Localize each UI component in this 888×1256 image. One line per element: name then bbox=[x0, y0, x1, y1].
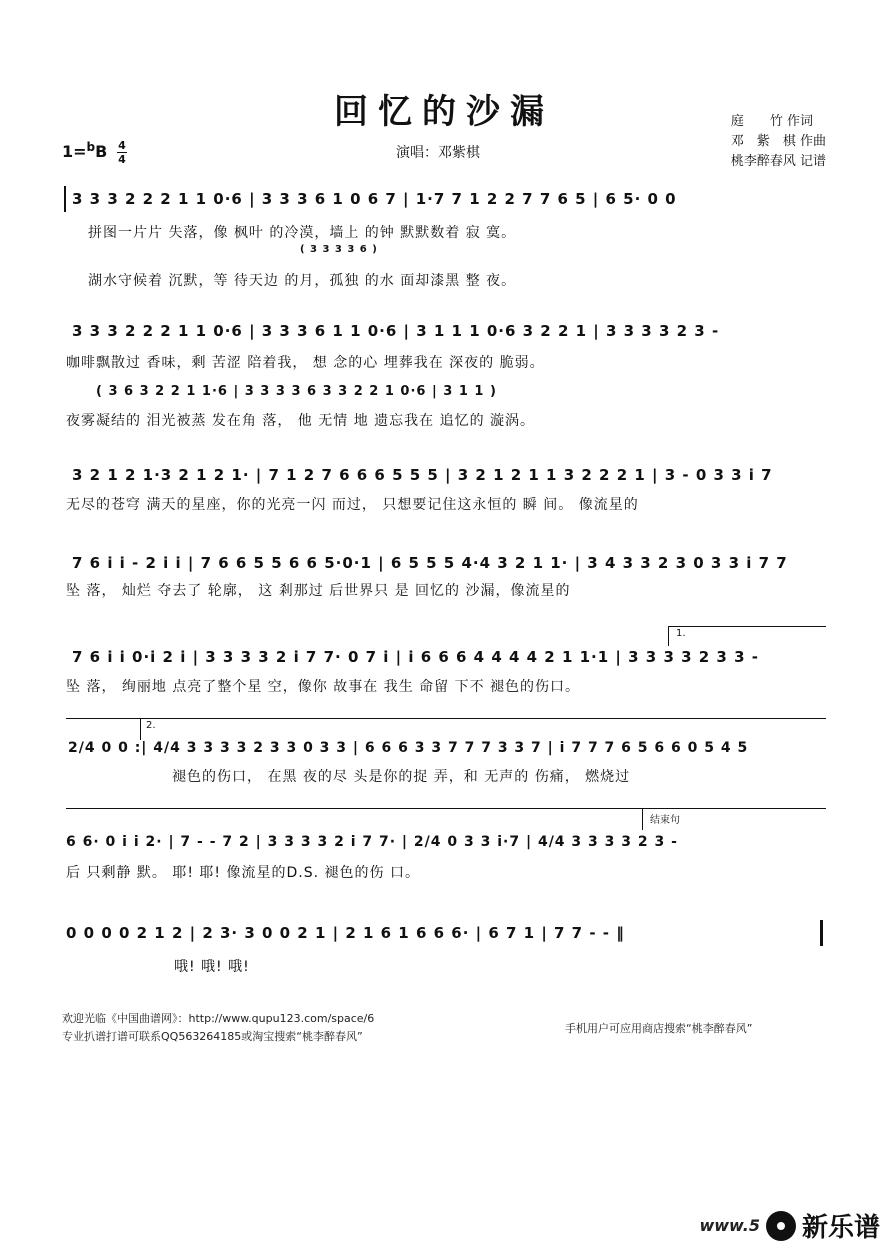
song-title: 回忆的沙漏 bbox=[334, 92, 554, 132]
row8-notes: 0 0 0 0 2 1 2 | 2 3· 3 0 0 2 1 | 2 1 6 1 6 6 6· | 6 7 1 | 7 7 - - ‖ bbox=[66, 924, 625, 942]
coda-label: 结束句 bbox=[650, 815, 680, 826]
row5-notes: 7 6 i i 0·i 2 i | 3 3 3 3 2 i 7 7· 0 7 i | i 6 6 6 4 4 4 4 2 1 1·1 | 3 3 3 3 2 3 3 - bbox=[72, 648, 759, 666]
row5-lyric: 坠 落， 绚丽地 点亮了整个星 空，像你 故事在 我生 命留 下不 褪色的伤口。 bbox=[66, 679, 581, 695]
site-logo bbox=[699, 1207, 880, 1244]
coda-line bbox=[66, 808, 826, 809]
row1-lyric2: 湖水守候着 沉默，等 待天边 的月，孤独 的水 面却漆黑 整 夜。 bbox=[88, 273, 517, 289]
credit-lyrics: 庭 竹 作词 bbox=[730, 114, 813, 129]
row1-notes: 3 3 3 2 2 2 1 1 0·6 | 3 3 3 6 1 0 6 7 | 1·7 7 1 2 2 7 7 6 5 | 6 5· 0 0 bbox=[72, 190, 677, 208]
repeat-start-barline bbox=[64, 186, 66, 212]
row3-notes: 3 2 1 2 1·3 2 1 2 1· | 7 1 2 7 6 6 6 5 5 5 | 3 2 1 2 1 1 3 2 2 2 1 | 3 - 0 3 3 i 7 bbox=[72, 466, 773, 484]
footer-right: 手机用户可应用商店搜索“桃李醉春风” bbox=[565, 1022, 753, 1035]
row2-alt-notes: ( 3 6 3 2 2 1 1·6 | 3 3 3 3 6 3 3 2 2 1 0·6 | 3 1 1 ) bbox=[96, 384, 497, 399]
flat-symbol: b bbox=[86, 140, 96, 154]
volta2-hook bbox=[140, 718, 141, 740]
coda-hook bbox=[642, 808, 643, 830]
volta1-label: 1. bbox=[676, 628, 686, 639]
credits-block bbox=[731, 112, 826, 172]
row1-lyric: 拼图一片片 失落，像 枫叶 的冷漠，墙上 的钟 默默数着 寂 寞。 bbox=[88, 225, 517, 241]
volta1-hook bbox=[668, 626, 669, 646]
row4-lyric: 坠 落， 灿烂 夺去了 轮廓， 这 剎那过 后世界只 是 回忆的 沙漏，像流星的 bbox=[66, 583, 571, 599]
logo-text: 新乐谱 bbox=[801, 1213, 880, 1243]
key-note: B bbox=[95, 142, 108, 161]
time-numerator: 4 bbox=[118, 139, 126, 152]
row7-lyric: 后 只剩静 默。 耶! 耶! 像流星的D.S. 褪色的伤 口。 bbox=[66, 865, 420, 881]
row7-notes: 6 6· 0 i i 2· | 7 - - 7 2 | 3 3 3 3 2 i 7 7· | 2/4 0 3 3 i·7 | 4/4 3 3 3 3 2 3 - bbox=[66, 834, 678, 850]
footer-line2: 专业扒谱打谱可联系QQ563264185或淘宝搜索“桃李醉春风” bbox=[62, 1030, 363, 1043]
row2-lyric: 咖啡飘散过 香味，剩 苦涩 陪着我， 想 念的心 埋葬我在 深夜的 脆弱。 bbox=[66, 355, 545, 371]
key-signature bbox=[62, 140, 127, 165]
row6-lyric: 褪色的伤口， 在黑 夜的尽 头是你的捉 弄，和 无声的 伤痛， 燃烧过 bbox=[172, 769, 631, 785]
credit-music: 邓 紫 棋 作曲 bbox=[730, 134, 826, 149]
volta2-label: 2. bbox=[146, 720, 156, 731]
footer-line1: 欢迎光临《中国曲谱网》：http://www.qupu123.com/space/6 bbox=[62, 1012, 375, 1025]
volta2-line bbox=[66, 718, 826, 719]
row3-lyric: 无尽的苍穹 满天的星座，你的光亮一闪 而过， 只想要记住这永恒的 瞬 间。 像流星的 bbox=[66, 497, 639, 513]
row1-alt-notes: ( 3 3 3 3 6 ) bbox=[300, 244, 378, 255]
row2-notes: 3 3 3 2 2 2 1 1 0·6 | 3 3 3 6 1 1 0·6 | 3 1 1 1 0·6 3 2 2 1 | 3 3 3 3 2 3 - bbox=[72, 322, 720, 340]
row4-notes: 7 6 i i - 2 i i | 7 6 6 5 5 6 6 5·0·1 | 6 5 5 5 4·4 3 2 1 1· | 3 4 3 3 2 3 0 3 3 i 7 7 bbox=[72, 554, 788, 572]
final-barline bbox=[820, 920, 823, 946]
row6-notes: 2/4 0 0 :| 4/4 3 3 3 3 2 3 3 0 3 3 | 6 6 6 3 3 7 7 7 3 3 7 | i 7 7 7 6 5 6 6 0 5 4 5 bbox=[68, 740, 749, 756]
time-signature bbox=[117, 140, 127, 165]
credit-score: 桃李醉春风 记谱 bbox=[730, 154, 826, 169]
volta1-line bbox=[668, 626, 826, 627]
logo-url: www.5 bbox=[699, 1216, 760, 1235]
row8-lyric: 哦! 哦! 哦! bbox=[174, 959, 250, 975]
vinyl-disc-icon bbox=[766, 1211, 796, 1241]
row2-lyric2: 夜雾凝结的 泪光被蒸 发在角 落， 他 无情 地 遗忘我在 追忆的 漩涡。 bbox=[66, 413, 536, 429]
key-prefix: 1= bbox=[62, 142, 87, 161]
time-denominator: 4 bbox=[118, 153, 126, 166]
singer: 演唱：邓紫棋 bbox=[396, 145, 480, 161]
